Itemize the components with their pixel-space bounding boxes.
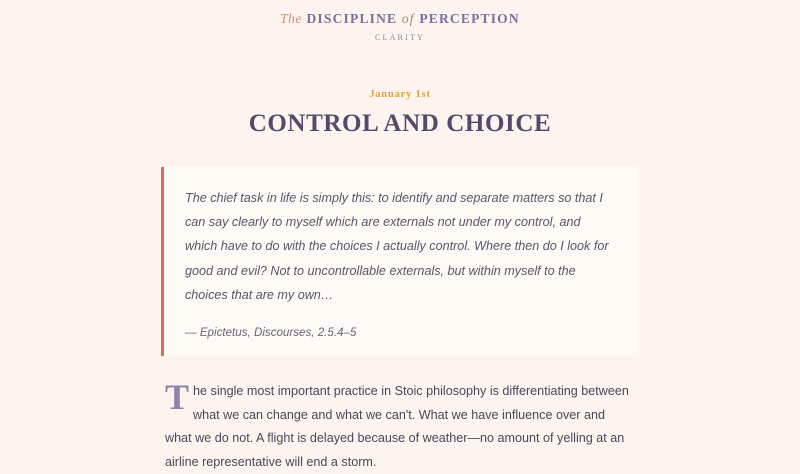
body-content — [165, 377, 635, 474]
masthead-word-the: The — [280, 11, 302, 26]
quote-block — [161, 167, 639, 356]
masthead-subtitle: CLARITY — [374, 33, 426, 42]
body-paragraph — [165, 377, 635, 474]
masthead-title — [0, 11, 800, 27]
quote-attribution: — Epictetus, Discourses, 2.5.4–5 — [185, 326, 357, 340]
body-paragraph-text: he single most important practice in Stoic philosophy is differentiating between what we can change and what we can't. What we have influence over and what we do not. A flight is delayed because of weather—no amount of yelling at an airline representative will end a storm. — [165, 384, 629, 469]
masthead-word-of: of — [401, 11, 415, 26]
drop-cap: T — [165, 377, 190, 418]
page-title: CONTROL AND CHOICE — [248, 110, 552, 137]
entry-header — [0, 89, 800, 138]
entry-date: January 1st — [369, 89, 431, 100]
quote-text: The chief task in life is simply this: to identify and separate matters so that I can say clearly to myself which are externals not under my control, and which have to do with the choices I actually control. Where then do I look for good and evil? Not to uncontrollable externals, but within myself to the choices that are my own… — [185, 191, 609, 302]
masthead — [0, 0, 800, 42]
masthead-word-perception: PERCEPTION — [419, 11, 520, 26]
masthead-word-discipline: DISCIPLINE — [306, 11, 398, 26]
